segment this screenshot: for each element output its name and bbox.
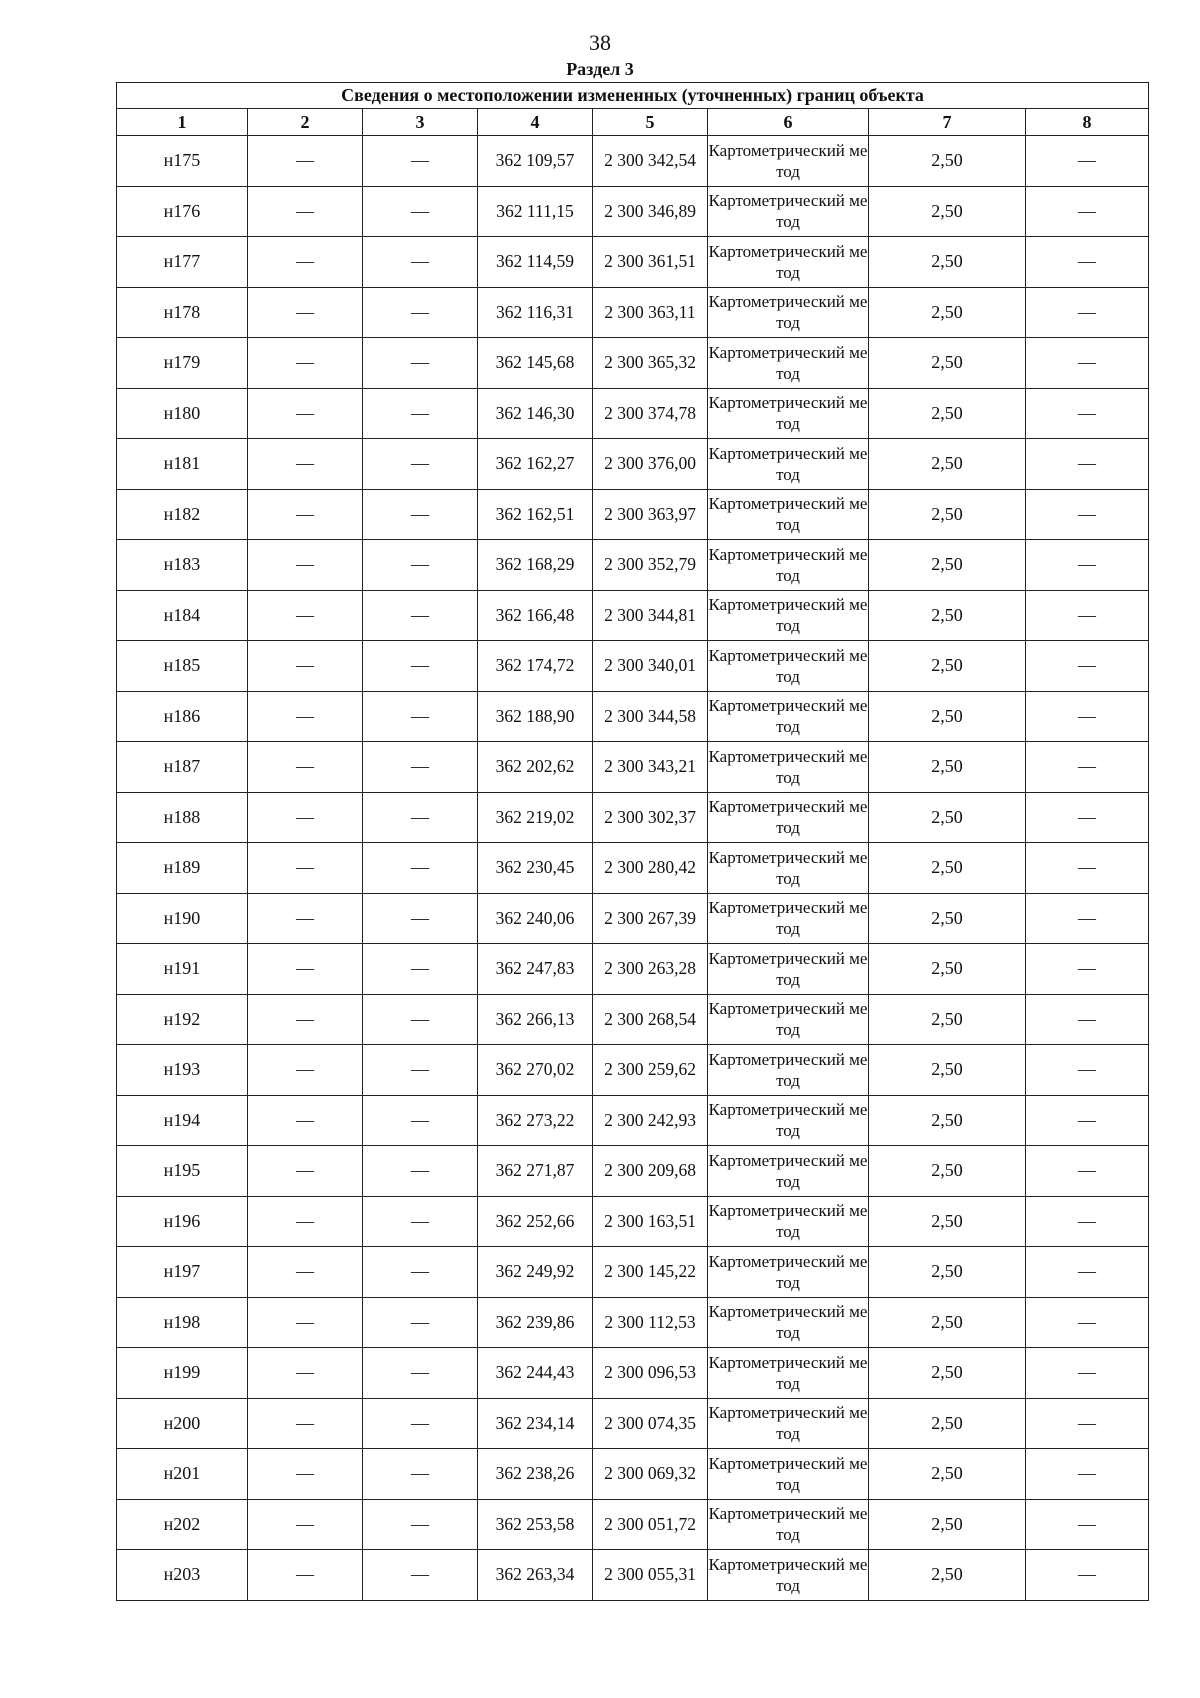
cell-col-2: —: [248, 1095, 363, 1146]
cell-col-3: —: [363, 1297, 478, 1348]
cell-method: Картометрический метод: [708, 843, 869, 894]
table-row: [117, 1449, 1149, 1500]
cell-point-id: н177: [117, 237, 248, 288]
cell-accuracy: 2,50: [869, 136, 1026, 187]
cell-point-id: н203: [117, 1550, 248, 1601]
cell-col-8: —: [1026, 136, 1149, 187]
cell-col-2: —: [248, 388, 363, 439]
cell-accuracy: 2,50: [869, 893, 1026, 944]
cell-point-id: н188: [117, 792, 248, 843]
cell-point-id: н192: [117, 994, 248, 1045]
cell-method: Картометрический метод: [708, 1550, 869, 1601]
cell-col-8: —: [1026, 994, 1149, 1045]
cell-col-8: —: [1026, 1499, 1149, 1550]
cell-col-8: —: [1026, 1247, 1149, 1298]
column-header-7: 7: [869, 109, 1026, 136]
cell-col-3: —: [363, 287, 478, 338]
cell-col-3: —: [363, 792, 478, 843]
cell-x-coordinate: 362 247,83: [478, 944, 593, 995]
cell-col-8: —: [1026, 439, 1149, 490]
cell-col-2: —: [248, 994, 363, 1045]
cell-x-coordinate: 362 202,62: [478, 742, 593, 793]
cell-point-id: н185: [117, 641, 248, 692]
cell-x-coordinate: 362 249,92: [478, 1247, 593, 1298]
cell-accuracy: 2,50: [869, 1095, 1026, 1146]
cell-col-3: —: [363, 893, 478, 944]
page-number: 38: [589, 30, 611, 55]
cell-col-3: —: [363, 388, 478, 439]
cell-y-coordinate: 2 300 352,79: [593, 540, 708, 591]
cell-x-coordinate: 362 230,45: [478, 843, 593, 894]
cell-x-coordinate: 362 145,68: [478, 338, 593, 389]
cell-col-8: —: [1026, 944, 1149, 995]
cell-x-coordinate: 362 111,15: [478, 186, 593, 237]
cell-col-3: —: [363, 136, 478, 187]
cell-col-2: —: [248, 1550, 363, 1601]
cell-method: Картометрический метод: [708, 439, 869, 490]
table-row: [117, 1095, 1149, 1146]
cell-point-id: н186: [117, 691, 248, 742]
cell-col-2: —: [248, 590, 363, 641]
cell-x-coordinate: 362 270,02: [478, 1045, 593, 1096]
cell-col-2: —: [248, 1499, 363, 1550]
cell-accuracy: 2,50: [869, 742, 1026, 793]
cell-y-coordinate: 2 300 263,28: [593, 944, 708, 995]
cell-accuracy: 2,50: [869, 590, 1026, 641]
cell-col-2: —: [248, 136, 363, 187]
section-title: Раздел 3: [566, 59, 634, 79]
table-row: [117, 1550, 1149, 1601]
cell-col-2: —: [248, 338, 363, 389]
cell-point-id: н178: [117, 287, 248, 338]
cell-point-id: н200: [117, 1398, 248, 1449]
table-row: [117, 590, 1149, 641]
cell-col-3: —: [363, 1045, 478, 1096]
cell-col-2: —: [248, 792, 363, 843]
cell-point-id: н194: [117, 1095, 248, 1146]
cell-col-8: —: [1026, 792, 1149, 843]
table-row: [117, 893, 1149, 944]
cell-col-2: —: [248, 1449, 363, 1500]
cell-col-8: —: [1026, 186, 1149, 237]
table-row: [117, 792, 1149, 843]
cell-accuracy: 2,50: [869, 489, 1026, 540]
cell-x-coordinate: 362 114,59: [478, 237, 593, 288]
cell-col-2: —: [248, 1247, 363, 1298]
table-row: [117, 641, 1149, 692]
cell-col-8: —: [1026, 1095, 1149, 1146]
cell-x-coordinate: 362 174,72: [478, 641, 593, 692]
cell-x-coordinate: 362 263,34: [478, 1550, 593, 1601]
cell-x-coordinate: 362 273,22: [478, 1095, 593, 1146]
cell-y-coordinate: 2 300 055,31: [593, 1550, 708, 1601]
cell-y-coordinate: 2 300 344,58: [593, 691, 708, 742]
table-row: [117, 944, 1149, 995]
cell-point-id: н199: [117, 1348, 248, 1399]
cell-x-coordinate: 362 238,26: [478, 1449, 593, 1500]
cell-x-coordinate: 362 240,06: [478, 893, 593, 944]
cell-y-coordinate: 2 300 302,37: [593, 792, 708, 843]
column-header-1: 1: [117, 109, 248, 136]
cell-col-8: —: [1026, 843, 1149, 894]
cell-y-coordinate: 2 300 268,54: [593, 994, 708, 1045]
table-row: [117, 1247, 1149, 1298]
table-row: [117, 1348, 1149, 1399]
cell-col-3: —: [363, 1550, 478, 1601]
column-header-2: 2: [248, 109, 363, 136]
cell-point-id: н176: [117, 186, 248, 237]
cell-point-id: н182: [117, 489, 248, 540]
column-header-6: 6: [708, 109, 869, 136]
table-row: [117, 489, 1149, 540]
cell-col-8: —: [1026, 1045, 1149, 1096]
cell-col-8: —: [1026, 237, 1149, 288]
cell-x-coordinate: 362 219,02: [478, 792, 593, 843]
cell-accuracy: 2,50: [869, 843, 1026, 894]
column-header-3: 3: [363, 109, 478, 136]
cell-col-3: —: [363, 489, 478, 540]
cell-col-3: —: [363, 1146, 478, 1197]
table-row: [117, 186, 1149, 237]
cell-col-3: —: [363, 742, 478, 793]
cell-x-coordinate: 362 253,58: [478, 1499, 593, 1550]
cell-col-8: —: [1026, 1398, 1149, 1449]
cell-col-3: —: [363, 944, 478, 995]
cell-y-coordinate: 2 300 343,21: [593, 742, 708, 793]
cell-x-coordinate: 362 244,43: [478, 1348, 593, 1399]
cell-col-2: —: [248, 1398, 363, 1449]
cell-y-coordinate: 2 300 376,00: [593, 439, 708, 490]
cell-accuracy: 2,50: [869, 540, 1026, 591]
cell-accuracy: 2,50: [869, 439, 1026, 490]
cell-accuracy: 2,50: [869, 1146, 1026, 1197]
cell-accuracy: 2,50: [869, 691, 1026, 742]
cell-col-2: —: [248, 489, 363, 540]
cell-method: Картометрический метод: [708, 641, 869, 692]
cell-col-2: —: [248, 944, 363, 995]
cell-accuracy: 2,50: [869, 237, 1026, 288]
cell-x-coordinate: 362 252,66: [478, 1196, 593, 1247]
cell-col-8: —: [1026, 287, 1149, 338]
cell-y-coordinate: 2 300 267,39: [593, 893, 708, 944]
cell-col-8: —: [1026, 338, 1149, 389]
cell-col-8: —: [1026, 1550, 1149, 1601]
cell-method: Картометрический метод: [708, 1348, 869, 1399]
cell-point-id: н191: [117, 944, 248, 995]
cell-method: Картометрический метод: [708, 691, 869, 742]
cell-col-8: —: [1026, 1449, 1149, 1500]
cell-col-2: —: [248, 237, 363, 288]
table-header-row: [117, 109, 1149, 136]
cell-accuracy: 2,50: [869, 1045, 1026, 1096]
cell-accuracy: 2,50: [869, 1196, 1026, 1247]
cell-col-2: —: [248, 1196, 363, 1247]
cell-y-coordinate: 2 300 280,42: [593, 843, 708, 894]
cell-y-coordinate: 2 300 145,22: [593, 1247, 708, 1298]
cell-col-2: —: [248, 1146, 363, 1197]
cell-y-coordinate: 2 300 363,97: [593, 489, 708, 540]
cell-col-3: —: [363, 1196, 478, 1247]
cell-col-3: —: [363, 186, 478, 237]
cell-method: Картометрический метод: [708, 1095, 869, 1146]
cell-method: Картометрический метод: [708, 944, 869, 995]
cell-y-coordinate: 2 300 363,11: [593, 287, 708, 338]
cell-col-8: —: [1026, 1297, 1149, 1348]
table-row: [117, 1146, 1149, 1197]
cell-method: Картометрический метод: [708, 237, 869, 288]
table-row: [117, 691, 1149, 742]
cell-method: Картометрический метод: [708, 186, 869, 237]
cell-y-coordinate: 2 300 112,53: [593, 1297, 708, 1348]
cell-x-coordinate: 362 166,48: [478, 590, 593, 641]
column-header-4: 4: [478, 109, 593, 136]
cell-col-8: —: [1026, 540, 1149, 591]
cell-method: Картометрический метод: [708, 1247, 869, 1298]
cell-method: Картометрический метод: [708, 893, 869, 944]
cell-col-8: —: [1026, 489, 1149, 540]
table-row: [117, 1297, 1149, 1348]
cell-accuracy: 2,50: [869, 1297, 1026, 1348]
cell-col-3: —: [363, 843, 478, 894]
cell-point-id: н198: [117, 1297, 248, 1348]
table-row: [117, 439, 1149, 490]
cell-accuracy: 2,50: [869, 1398, 1026, 1449]
cell-point-id: н197: [117, 1247, 248, 1298]
cell-x-coordinate: 362 234,14: [478, 1398, 593, 1449]
cell-col-8: —: [1026, 1348, 1149, 1399]
cell-y-coordinate: 2 300 051,72: [593, 1499, 708, 1550]
cell-x-coordinate: 362 271,87: [478, 1146, 593, 1197]
cell-col-8: —: [1026, 1196, 1149, 1247]
cell-col-3: —: [363, 1247, 478, 1298]
table-row: [117, 388, 1149, 439]
cell-col-8: —: [1026, 641, 1149, 692]
cell-x-coordinate: 362 162,27: [478, 439, 593, 490]
cell-y-coordinate: 2 300 209,68: [593, 1146, 708, 1197]
cell-col-2: —: [248, 540, 363, 591]
cell-col-8: —: [1026, 590, 1149, 641]
cell-x-coordinate: 362 116,31: [478, 287, 593, 338]
cell-point-id: н175: [117, 136, 248, 187]
cell-method: Картометрический метод: [708, 136, 869, 187]
cell-accuracy: 2,50: [869, 792, 1026, 843]
cell-x-coordinate: 362 162,51: [478, 489, 593, 540]
cell-col-8: —: [1026, 1146, 1149, 1197]
cell-method: Картометрический метод: [708, 338, 869, 389]
cell-col-8: —: [1026, 742, 1149, 793]
cell-method: Картометрический метод: [708, 1297, 869, 1348]
cell-y-coordinate: 2 300 342,54: [593, 136, 708, 187]
cell-x-coordinate: 362 239,86: [478, 1297, 593, 1348]
cell-col-3: —: [363, 641, 478, 692]
cell-point-id: н195: [117, 1146, 248, 1197]
cell-y-coordinate: 2 300 374,78: [593, 388, 708, 439]
cell-col-3: —: [363, 540, 478, 591]
cell-col-2: —: [248, 1045, 363, 1096]
cell-col-2: —: [248, 1348, 363, 1399]
cell-col-8: —: [1026, 388, 1149, 439]
cell-accuracy: 2,50: [869, 944, 1026, 995]
table-row: [117, 742, 1149, 793]
cell-y-coordinate: 2 300 361,51: [593, 237, 708, 288]
cell-col-3: —: [363, 237, 478, 288]
cell-method: Картометрический метод: [708, 489, 869, 540]
table-row: [117, 1499, 1149, 1550]
table-row: [117, 1398, 1149, 1449]
cell-col-2: —: [248, 186, 363, 237]
cell-col-2: —: [248, 1297, 363, 1348]
cell-col-2: —: [248, 287, 363, 338]
table-row: [117, 136, 1149, 187]
cell-point-id: н179: [117, 338, 248, 389]
cell-method: Картометрический метод: [708, 540, 869, 591]
cell-accuracy: 2,50: [869, 287, 1026, 338]
cell-x-coordinate: 362 188,90: [478, 691, 593, 742]
table-row: [117, 1196, 1149, 1247]
cell-col-3: —: [363, 439, 478, 490]
cell-x-coordinate: 362 266,13: [478, 994, 593, 1045]
cell-point-id: н181: [117, 439, 248, 490]
cell-method: Картометрический метод: [708, 1499, 869, 1550]
cell-accuracy: 2,50: [869, 338, 1026, 389]
table-row: [117, 338, 1149, 389]
cell-accuracy: 2,50: [869, 1348, 1026, 1399]
cell-col-3: —: [363, 338, 478, 389]
cell-method: Картометрический метод: [708, 388, 869, 439]
cell-col-2: —: [248, 691, 363, 742]
cell-col-2: —: [248, 641, 363, 692]
cell-col-3: —: [363, 1348, 478, 1399]
cell-col-2: —: [248, 893, 363, 944]
cell-col-3: —: [363, 1095, 478, 1146]
cell-col-2: —: [248, 742, 363, 793]
table-row: [117, 287, 1149, 338]
cell-method: Картометрический метод: [708, 742, 869, 793]
table-row: [117, 843, 1149, 894]
cell-col-8: —: [1026, 691, 1149, 742]
cell-accuracy: 2,50: [869, 1550, 1026, 1601]
cell-col-3: —: [363, 994, 478, 1045]
cell-method: Картометрический метод: [708, 287, 869, 338]
cell-col-2: —: [248, 843, 363, 894]
cell-point-id: н180: [117, 388, 248, 439]
cell-y-coordinate: 2 300 242,93: [593, 1095, 708, 1146]
cell-point-id: н184: [117, 590, 248, 641]
cell-method: Картометрический метод: [708, 1196, 869, 1247]
table-caption: Сведения о местоположении измененных (уточненных) границ объекта: [117, 83, 1149, 109]
cell-accuracy: 2,50: [869, 1499, 1026, 1550]
table-row: [117, 237, 1149, 288]
cell-accuracy: 2,50: [869, 994, 1026, 1045]
cell-point-id: н196: [117, 1196, 248, 1247]
cell-point-id: н189: [117, 843, 248, 894]
cell-accuracy: 2,50: [869, 641, 1026, 692]
cell-point-id: н201: [117, 1449, 248, 1500]
cell-x-coordinate: 362 168,29: [478, 540, 593, 591]
cell-method: Картометрический метод: [708, 1146, 869, 1197]
cell-point-id: н193: [117, 1045, 248, 1096]
cell-col-8: —: [1026, 893, 1149, 944]
cell-point-id: н187: [117, 742, 248, 793]
table-body: [117, 136, 1149, 1601]
cell-method: Картометрический метод: [708, 1449, 869, 1500]
cell-method: Картометрический метод: [708, 590, 869, 641]
cell-point-id: н183: [117, 540, 248, 591]
cell-y-coordinate: 2 300 096,53: [593, 1348, 708, 1399]
cell-point-id: н202: [117, 1499, 248, 1550]
cell-y-coordinate: 2 300 346,89: [593, 186, 708, 237]
cell-method: Картометрический метод: [708, 792, 869, 843]
cell-col-3: —: [363, 1449, 478, 1500]
cell-x-coordinate: 362 109,57: [478, 136, 593, 187]
table-row: [117, 540, 1149, 591]
boundary-coordinates-table: [116, 82, 1149, 1601]
cell-method: Картометрический метод: [708, 1045, 869, 1096]
cell-accuracy: 2,50: [869, 1247, 1026, 1298]
cell-method: Картометрический метод: [708, 994, 869, 1045]
cell-y-coordinate: 2 300 069,32: [593, 1449, 708, 1500]
cell-col-3: —: [363, 1398, 478, 1449]
table-row: [117, 994, 1149, 1045]
cell-y-coordinate: 2 300 259,62: [593, 1045, 708, 1096]
table-row: [117, 1045, 1149, 1096]
cell-accuracy: 2,50: [869, 388, 1026, 439]
cell-method: Картометрический метод: [708, 1398, 869, 1449]
cell-y-coordinate: 2 300 163,51: [593, 1196, 708, 1247]
cell-y-coordinate: 2 300 344,81: [593, 590, 708, 641]
cell-y-coordinate: 2 300 365,32: [593, 338, 708, 389]
column-header-5: 5: [593, 109, 708, 136]
cell-accuracy: 2,50: [869, 1449, 1026, 1500]
cell-col-3: —: [363, 691, 478, 742]
cell-x-coordinate: 362 146,30: [478, 388, 593, 439]
column-header-8: 8: [1026, 109, 1149, 136]
cell-point-id: н190: [117, 893, 248, 944]
cell-y-coordinate: 2 300 074,35: [593, 1398, 708, 1449]
cell-col-3: —: [363, 590, 478, 641]
cell-col-3: —: [363, 1499, 478, 1550]
cell-accuracy: 2,50: [869, 186, 1026, 237]
cell-col-2: —: [248, 439, 363, 490]
cell-y-coordinate: 2 300 340,01: [593, 641, 708, 692]
